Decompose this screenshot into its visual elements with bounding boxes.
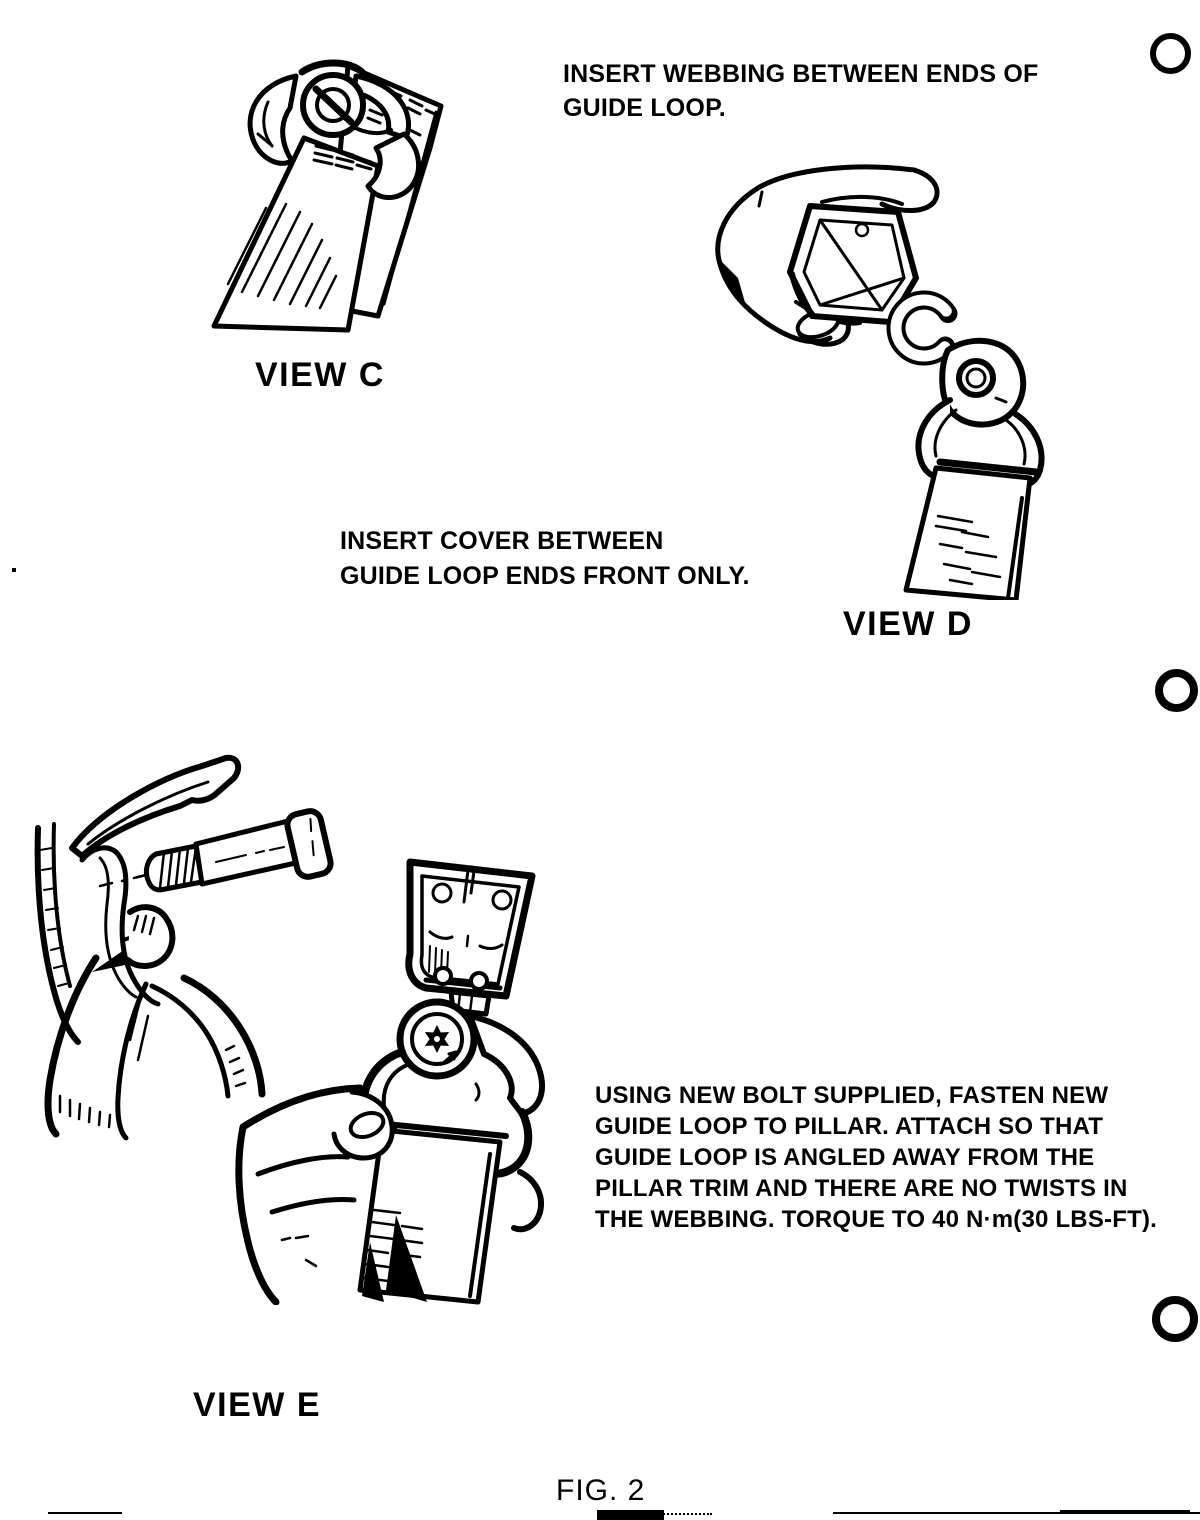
punch-hole-icon (1152, 1296, 1198, 1342)
punch-hole-icon (1150, 33, 1191, 74)
scan-dashes (660, 1513, 712, 1515)
note-line: USING NEW BOLT SUPPLIED, FASTEN NEW (595, 1082, 1109, 1109)
fasten-instructions-note (595, 1080, 1157, 1235)
view-d-cover-insert-illustration (700, 160, 1100, 600)
note-line: PILLAR TRIM AND THERE ARE NO TWISTS IN (595, 1175, 1128, 1202)
view-c-label: VIEW C (255, 356, 385, 394)
view-e-label: VIEW E (193, 1386, 322, 1424)
note-line: GUIDE LOOP. (563, 94, 726, 122)
view-e-bolt-pillar-illustration (30, 740, 600, 1305)
page-index-bar (597, 1510, 664, 1520)
view-c-guide-loop-webbing-illustration (198, 48, 508, 333)
figure-caption: FIG. 2 (556, 1474, 646, 1507)
note-line: GUIDE LOOP IS ANGLED AWAY FROM THE (595, 1144, 1095, 1171)
view-d-label: VIEW D (843, 605, 973, 643)
insert-cover-note (340, 524, 750, 594)
insert-webbing-note (563, 57, 1038, 125)
note-line: INSERT WEBBING BETWEEN ENDS OF (563, 60, 1039, 88)
note-line: INSERT COVER BETWEEN (340, 527, 664, 555)
scan-line (1060, 1510, 1190, 1513)
note-line: GUIDE LOOP TO PILLAR. ATTACH SO THAT (595, 1113, 1104, 1140)
note-line: THE WEBBING. TORQUE TO 40 N·m(30 LBS-FT). (595, 1206, 1158, 1233)
scan-line (48, 1512, 122, 1514)
note-line: GUIDE LOOP ENDS FRONT ONLY. (340, 562, 750, 590)
punch-hole-icon (1155, 669, 1198, 712)
scan-speck (12, 568, 16, 572)
